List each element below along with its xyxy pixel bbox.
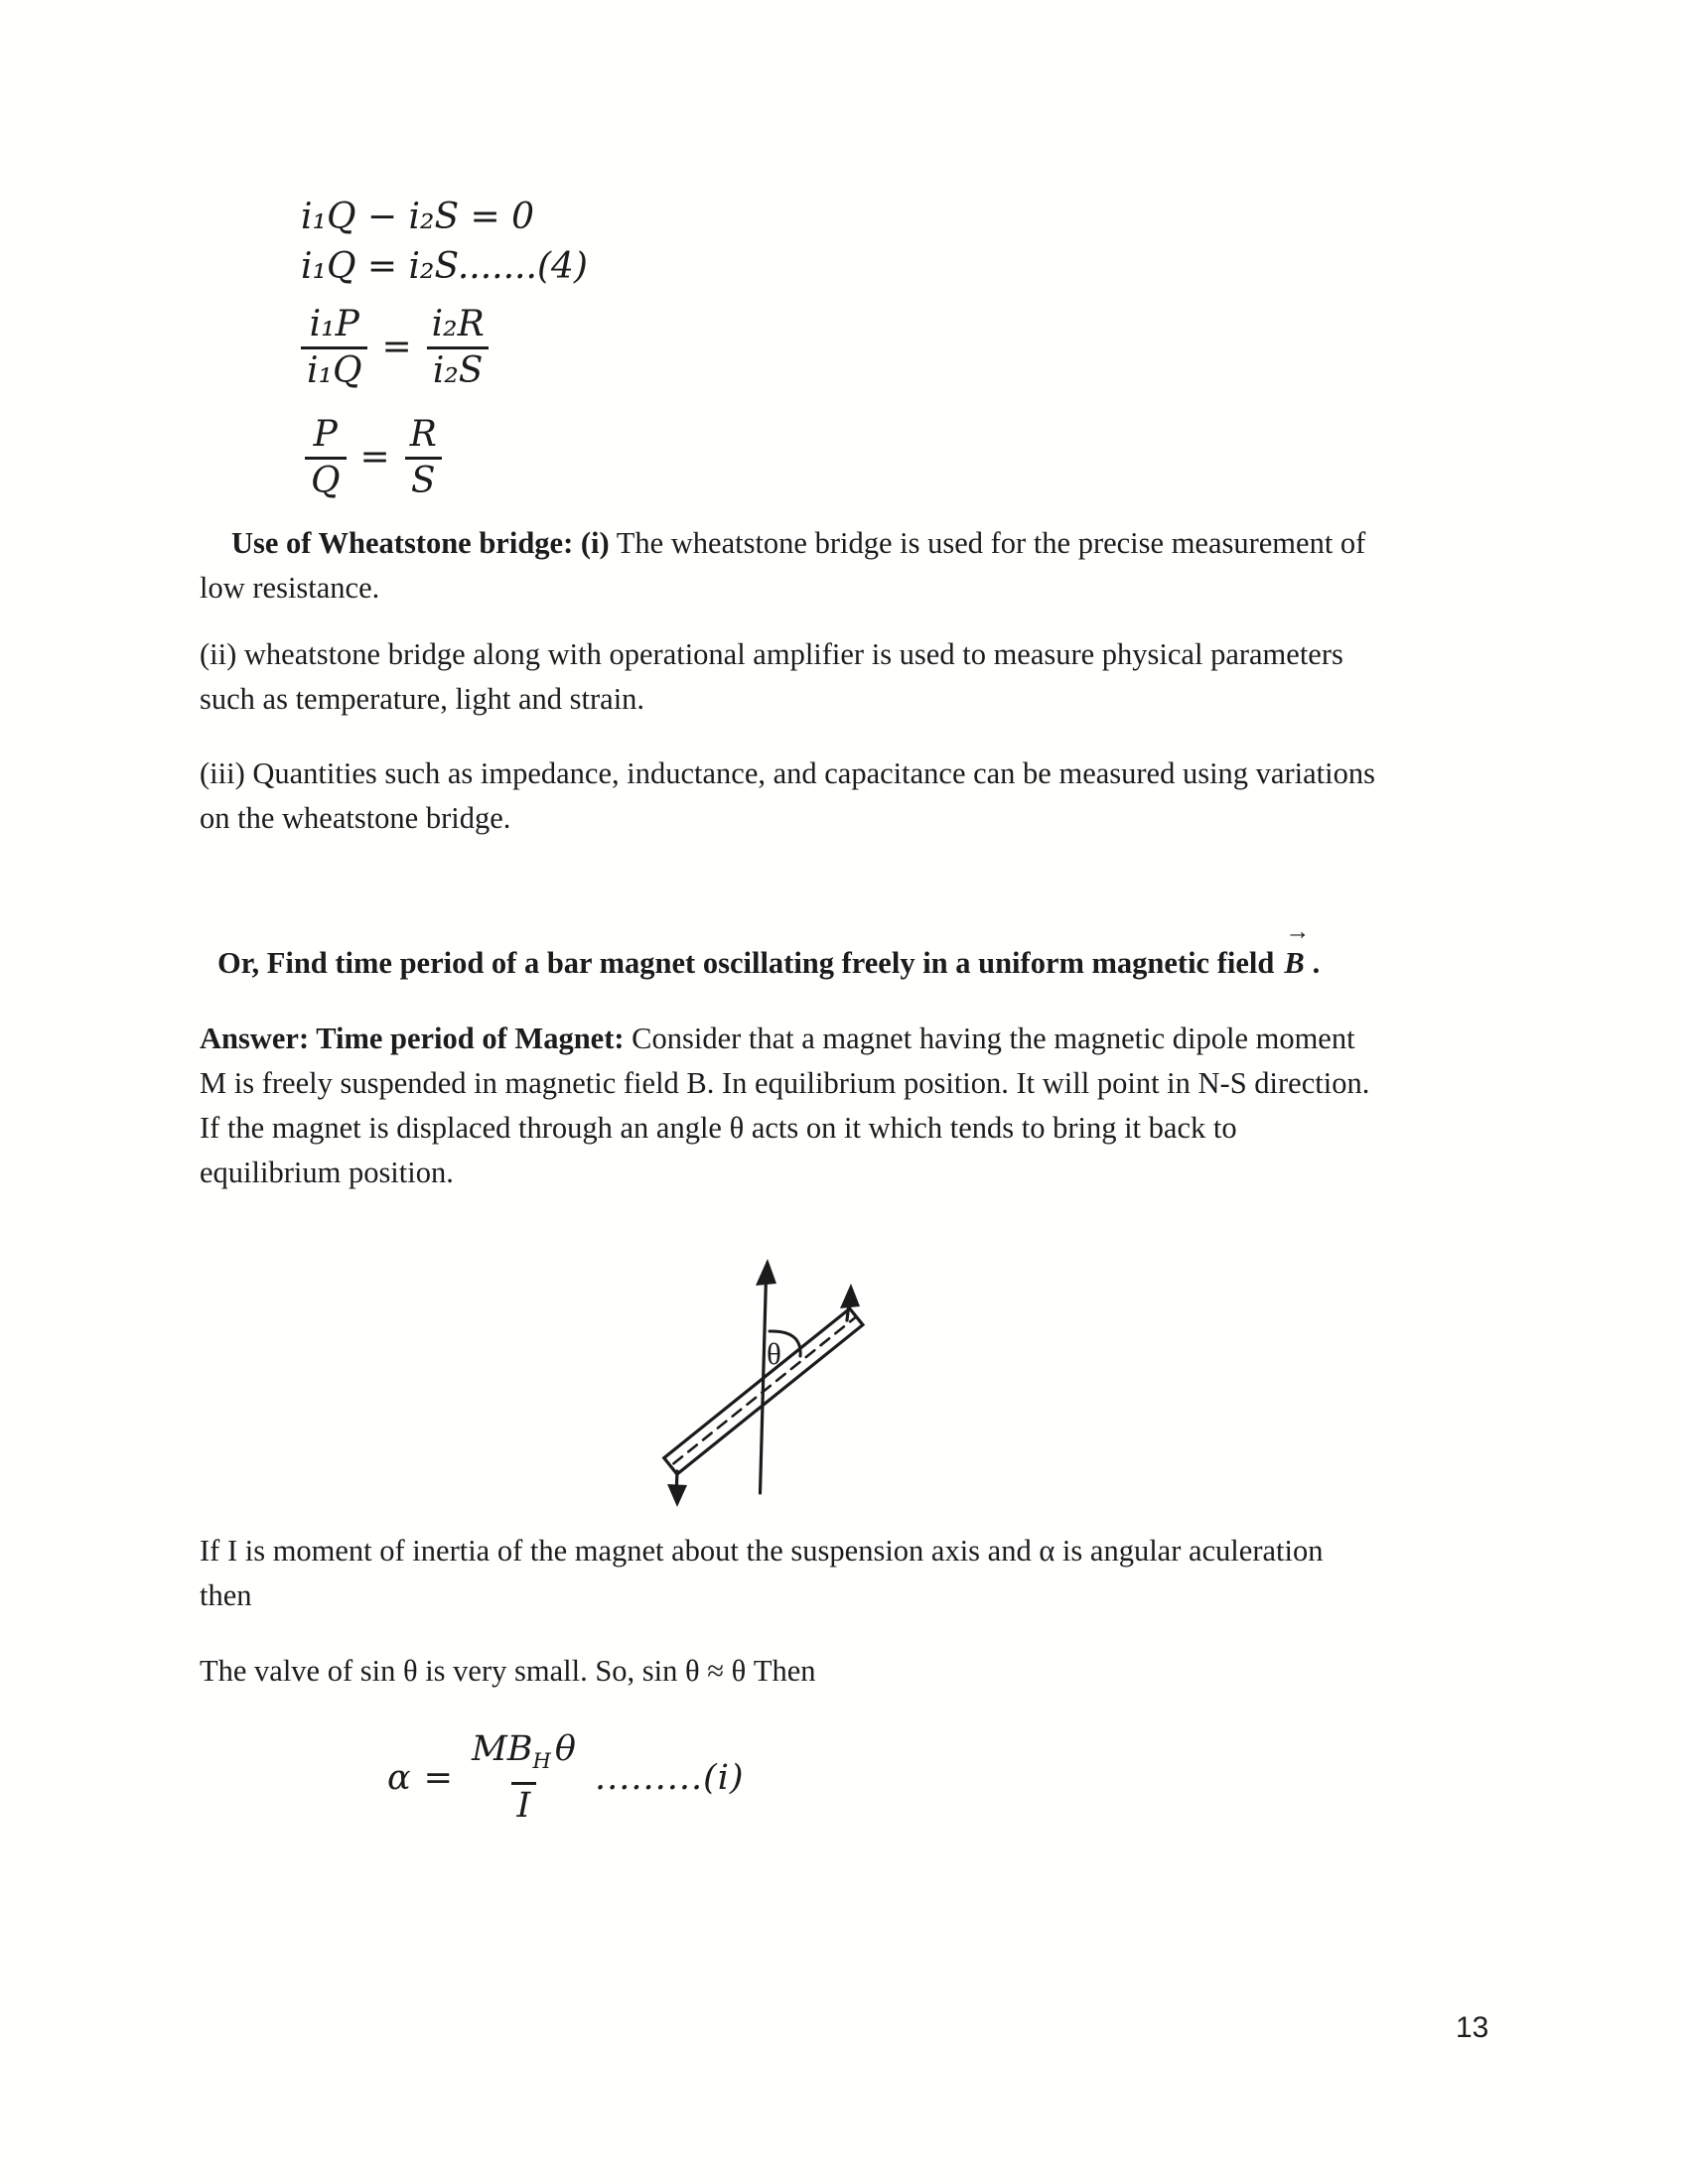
equation-line-2: i₁Q = i₂S.......(4) <box>301 246 588 287</box>
answer-paragraph <box>200 1017 1369 1195</box>
fraction-denominator: Q <box>305 457 347 502</box>
paragraph-line: (iii) Quantities such as impedance, inductance, and capacitance can be measured using variations <box>200 756 1375 790</box>
paragraph-line: such as temperature, light and strain. <box>200 682 645 716</box>
fraction-MBHtheta-I <box>466 1729 582 1826</box>
vector-letter: B <box>1284 946 1305 980</box>
paragraph-line: equilibrium position. <box>200 1156 454 1189</box>
equals-sign: = <box>423 1757 453 1798</box>
heading-bold-text: Or, Find time period of a bar magnet oscillating freely in a uniform magnetic field <box>217 946 1275 980</box>
equation-balance-condition <box>305 414 443 502</box>
paragraph-line: low resistance. <box>200 571 380 605</box>
axis-arrowhead-icon <box>756 1259 776 1286</box>
north-arrowhead-icon <box>840 1284 860 1308</box>
fraction-numerator: P <box>313 414 338 455</box>
or-question-heading <box>200 918 1321 986</box>
paragraph-line: (ii) wheatstone bridge along with operational amplifier is used to measure physical parameters <box>200 637 1343 671</box>
numerator-theta: θ <box>554 1729 576 1769</box>
south-arrowhead-icon <box>667 1484 687 1507</box>
paragraph-line: M is freely suspended in magnetic field B. In equilibrium position. It will point in N-S direction. <box>200 1066 1370 1100</box>
fraction-R-S <box>404 414 443 502</box>
vector-arrow-icon: → <box>1285 918 1311 945</box>
angular-acceleration-equation <box>387 1729 745 1826</box>
inertia-paragraph <box>200 1529 1323 1618</box>
paragraph-line: If I is moment of inertia of the magnet about the suspension axis and α is angular aculeration <box>200 1534 1324 1568</box>
alpha-symbol: α <box>387 1757 411 1798</box>
sin-theta-paragraph <box>200 1649 816 1694</box>
fraction-P-Q <box>305 414 347 502</box>
use-of-wheatstone-lead: Use of Wheatstone bridge: (i) <box>231 526 610 560</box>
theta-angle-label: θ <box>767 1336 781 1371</box>
fraction-numerator: R <box>409 414 437 455</box>
page-number: 13 <box>1456 2011 1489 2044</box>
fraction-numerator: i₂R <box>431 304 485 344</box>
suspension-axis-line <box>761 1277 767 1493</box>
equation-number-label: .........(i) <box>594 1757 745 1798</box>
paragraph-line: If the magnet is displaced through an angle θ acts on it which tends to bring it back to <box>200 1111 1237 1145</box>
equals-sign: = <box>381 326 412 367</box>
fraction-i1P-i1Q <box>301 304 367 392</box>
magnet-oscillation-diagram <box>556 1181 1053 1539</box>
paragraph-line: then <box>200 1578 252 1612</box>
fraction-numerator <box>466 1729 582 1782</box>
fraction-denominator: I <box>511 1782 537 1826</box>
answer-lead: Answer: Time period of Magnet: <box>200 1022 625 1055</box>
wheatstone-use-ii-paragraph <box>200 632 1343 722</box>
wheatstone-use-iii-paragraph <box>200 751 1375 841</box>
fraction-denominator: i₂S <box>427 346 490 392</box>
paragraph-line <box>200 521 1365 566</box>
paragraph-line <box>200 1017 1369 1061</box>
vector-B-symbol <box>1284 918 1311 986</box>
paragraph-line: The valve of sin θ is very small. So, sin θ ≈ θ Then <box>200 1654 816 1688</box>
answer-line1-rest: Consider that a magnet having the magnetic dipole moment <box>624 1022 1355 1055</box>
fraction-denominator: S <box>405 457 442 502</box>
wheatstone-equations-block <box>301 193 588 502</box>
heading-line <box>200 918 1321 986</box>
wheatstone-uses-paragraph <box>200 521 1365 611</box>
equals-sign: = <box>359 436 390 478</box>
numerator-subscript: H <box>532 1749 551 1773</box>
fraction-i2R-i2S <box>426 304 491 392</box>
numerator-main: MB <box>471 1729 533 1769</box>
equation-line-1: i₁Q − i₂S = 0 <box>301 197 535 237</box>
use-line1-rest: The wheatstone bridge is used for the precise measurement of <box>609 526 1366 560</box>
equation-current-ratio <box>301 304 491 392</box>
paragraph-line: on the wheatstone bridge. <box>200 801 511 835</box>
fraction-numerator: i₁P <box>309 304 359 344</box>
fraction-denominator: i₁Q <box>301 346 367 392</box>
heading-period: . <box>1312 946 1321 980</box>
